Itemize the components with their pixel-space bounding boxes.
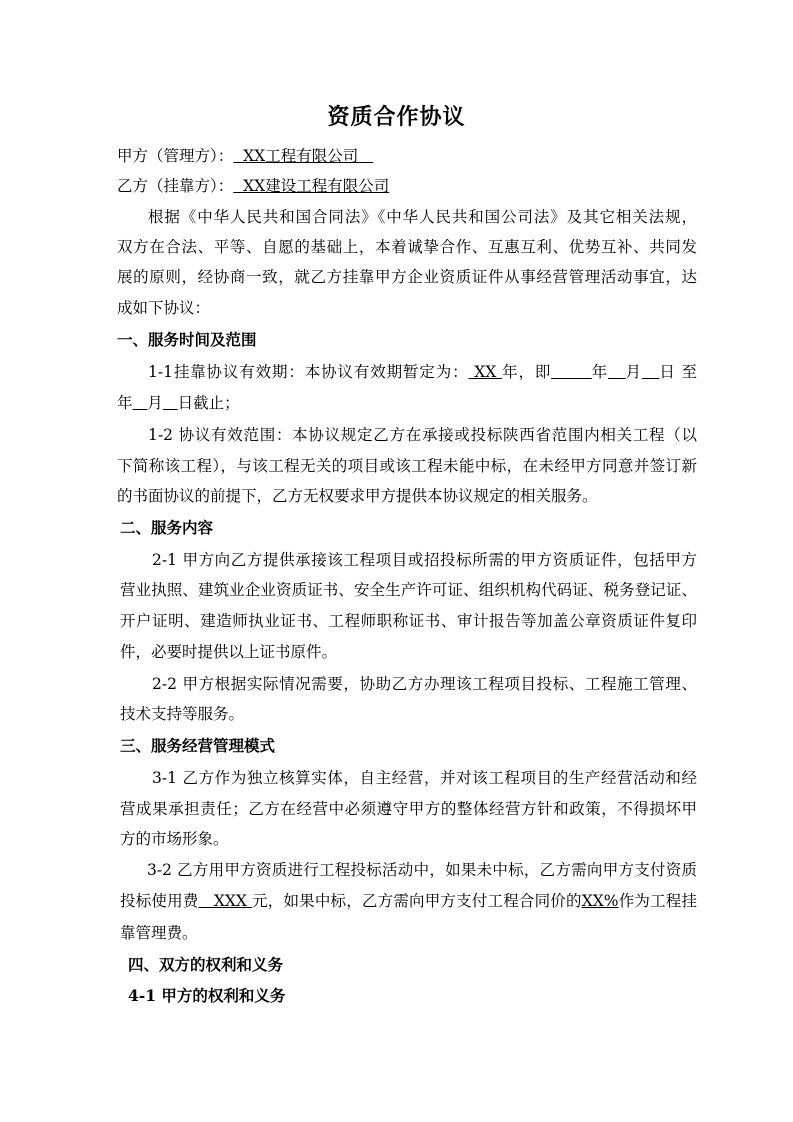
clause-2-1-line-4: 件，必要时提供以上证书原件。	[120, 643, 338, 661]
clause-1-2-line-1: 1-2 协议有效范围：本协议规定乙方在承接或投标陕西省范围内相关工程（以	[148, 426, 697, 444]
clause-2-1-line-2: 营业执照、建筑业企业资质证书、安全生产许可证、组织机构代码证、税务登记证、	[120, 581, 697, 599]
end-year-char: 年	[117, 394, 133, 412]
clause-1-2-line-2: 下简称该工程），与该工程无关的项目或该工程未能中标，在未经甲方同意并签订新	[117, 457, 697, 475]
clause-3-2-line-1: 3-2 乙方用甲方资质进行工程投标活动中，如果未中标，乙方需向甲方支付资质	[147, 861, 697, 879]
end-text: 日截止；	[177, 394, 240, 412]
preamble-line-2: 双方在合法、平等、自愿的基础上，本着诚挚合作、互惠互利、优势互补、共同发	[117, 238, 697, 256]
clause-2-2-line-1: 2-2 甲方根据实际情况需要，协助乙方办理该工程项目投标、工程施工管理、	[152, 675, 697, 693]
end-month-char: 月	[147, 394, 163, 412]
month-char: 月	[625, 363, 642, 381]
start-day-blank	[642, 363, 659, 381]
clause-2-1-line-1: 2-1 甲方向乙方提供承接该工程项目或招投标所需的甲方资质证件，包括甲方	[152, 551, 697, 569]
section-3-heading: 三、服务经营管理模式	[120, 736, 276, 755]
section-1-heading: 一、服务时间及范围	[117, 330, 257, 349]
fee-label: 投标使用费	[120, 892, 199, 910]
clause-3-1-line-2: 营成果承担责任；乙方在经营中必须遵守甲方的整体经营方针和政策，不得损坏甲	[120, 800, 697, 818]
fee-mid-text: 元，如果中标，乙方需向甲方支付工程合同价的	[252, 892, 582, 910]
clause-1-1-line-2	[117, 393, 697, 413]
day-to-text: 日 至	[659, 363, 697, 381]
preamble-line-4: 成如下协议：	[117, 299, 211, 317]
clause-3-1-line-3: 方的市场形象。	[120, 830, 229, 848]
party-b-line	[117, 176, 697, 196]
end-day-blank	[163, 394, 178, 412]
clause-1-2-line-3: 的书面协议的前提下，乙方无权要求甲方提供本协议规定的相关服务。	[117, 487, 598, 505]
party-a-label: 甲方（管理方）：	[117, 147, 234, 165]
start-month-blank	[608, 363, 625, 381]
preamble-line-1: 根据《中华人民共和国合同法》《中华人民共和国公司法》及其它相关法规，	[148, 208, 697, 226]
party-b-value: XX建设工程有限公司	[233, 177, 390, 195]
bid-fee-blank: XXX	[198, 892, 253, 910]
clause-1-1-line-1	[148, 362, 697, 382]
party-b-label: 乙方（挂靠方）：	[117, 177, 234, 195]
clause-2-2-line-2: 技术支持等服务。	[120, 705, 245, 723]
section-4-1-heading: 4-1 甲方的权利和义务	[128, 986, 286, 1005]
start-year-blank	[551, 363, 592, 381]
preamble-line-3: 展的原则，经协商一致，就乙方挂靠甲方企业资质证件从事经营管理活动事宜，达	[117, 268, 697, 286]
section-2-heading: 二、服务内容	[120, 518, 214, 537]
end-month-blank	[133, 394, 148, 412]
party-a-line	[117, 146, 697, 166]
management-percent-blank: XX%	[581, 892, 619, 910]
clause-3-2-line-3: 靠管理费。	[120, 924, 198, 942]
clause-2-1-line-3: 开户证明、建造师执业证书、工程师职称证书、审计报告等加盖公章资质证件复印	[120, 612, 697, 630]
clause-3-2-line-2	[120, 891, 697, 911]
term-years-blank: XX	[468, 363, 503, 381]
document-title: 资质合作协议	[327, 104, 466, 130]
clause-1-1-year-text: 年，即	[502, 363, 552, 381]
clause-3-1-line-1: 3-1 乙方作为独立核算实体，自主经营，并对该工程项目的生产经营活动和经	[152, 769, 697, 787]
fee-suffix-text: 作为工程挂	[618, 892, 697, 910]
party-a-value: XX工程有限公司	[233, 147, 373, 165]
clause-1-1-text: 1-1挂靠协议有效期：本协议有效期暂定为：	[148, 363, 469, 381]
section-4-heading: 四、双方的权利和义务	[128, 955, 284, 974]
year-char: 年	[591, 363, 609, 381]
